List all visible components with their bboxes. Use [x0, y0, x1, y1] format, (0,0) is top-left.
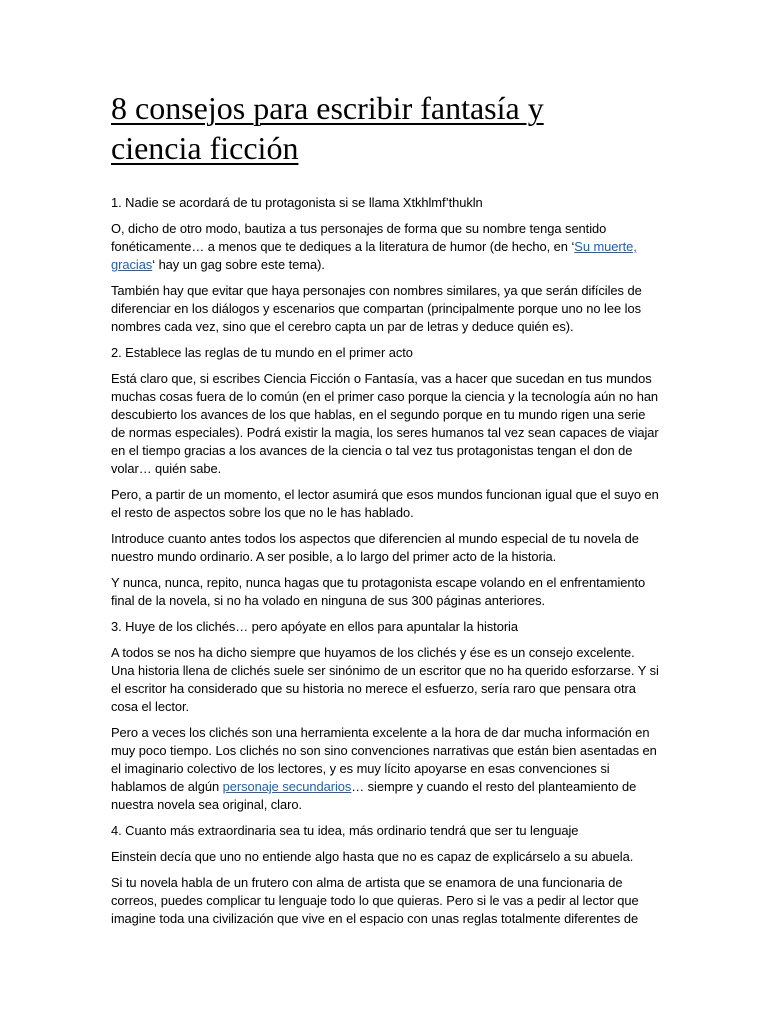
su-muerte-gracias-link[interactable]: Su muerte, gracias	[111, 239, 637, 272]
section-4-paragraph-2: Si tu novela habla de un frutero con alma de artista que se enamora de una funcionaria de correos, puedes complicar tu lenguaje todo lo que quieras. Pero si le vas a pedir al lector que imagine toda una civilización que vive en el espacio con unas reglas totalmente diferentes de	[111, 875, 639, 926]
section-1-heading: 1. Nadie se acordará de tu protagonista si se llama Xtkhlmf’thukln	[111, 195, 483, 210]
section-3-paragraph-1: A todos se nos ha dicho siempre que huyamos de los clichés y ése es un consejo excelente. Una historia llena de clichés suele ser sinónimo de un escritor que no ha querido esforzarse. Y si el escritor ha considerado que su historia no merece el esfuerzo, sería raro que pensara otra cosa el lector.	[111, 645, 659, 714]
section-3-p2-text-after: … siempre y cuando el resto del planteamiento de nuestra novela sea original, claro.	[111, 779, 637, 812]
section-1-p1-text-after: ‘ hay un gag sobre este tema).	[152, 257, 325, 272]
section-2-heading: 2. Establece las reglas de tu mundo en el primer acto	[111, 345, 413, 360]
document-body	[111, 194, 660, 928]
personaje-secundarios-link[interactable]: personaje secundarios	[222, 779, 352, 794]
title-line-2: ciencia ficción	[111, 130, 299, 166]
section-4-paragraph-1: Einstein decía que uno no entiende algo hasta que no es capaz de explicárselo a su abuela.	[111, 849, 634, 864]
section-2-paragraph-3: Introduce cuanto antes todos los aspectos que diferencien al mundo especial de tu novela de nuestro mundo ordinario. A ser posible, a lo largo del primer acto de la historia.	[111, 531, 639, 564]
section-3-paragraph-2	[111, 724, 660, 814]
document-title	[111, 88, 660, 168]
section-1-p1-text-before: O, dicho de otro modo, bautiza a tus personajes de forma que su nombre tenga sentido fonéticamente… a menos que te dediques a la literatura de humor (de hecho, en ‘	[111, 221, 607, 254]
title-line-1: 8 consejos para escribir fantasía y	[111, 90, 544, 126]
section-1-paragraph-2: También hay que evitar que haya personajes con nombres similares, ya que serán difíciles de diferenciar en los diálogos y escenarios que compartan (principalmente porque uno no lee los nombres cada vez, sino que el cerebro capta un par de letras y deduce quién es).	[111, 283, 642, 334]
section-2-paragraph-2: Pero, a partir de un momento, el lector asumirá que esos mundos funcionan igual que el suyo en el resto de aspectos sobre los que no le has hablado.	[111, 487, 659, 520]
section-3-heading: 3. Huye de los clichés… pero apóyate en ellos para apuntalar la historia	[111, 619, 518, 634]
section-4-heading: 4. Cuanto más extraordinaria sea tu idea, más ordinario tendrá que ser tu lenguaje	[111, 823, 579, 838]
section-2-paragraph-1: Está claro que, si escribes Ciencia Ficción o Fantasía, vas a hacer que sucedan en tus mundos muchas cosas fuera de lo común (en el primer caso porque la ciencia y la tecnología aún no han descubierto los avances de los que hablas, en el segundo porque en tu mundo rigen una serie de normas especiales). Podrá existir la magia, los seres humanos tal vez sean capaces de viajar en el tiempo gracias a los avances de la ciencia o tal vez tus protagonistas tengan el don de volar… quién sabe.	[111, 371, 659, 476]
section-1-paragraph-1	[111, 220, 660, 274]
section-2-paragraph-4: Y nunca, nunca, repito, nunca hagas que tu protagonista escape volando en el enfrentamiento final de la novela, si no ha volado en ninguna de sus 300 páginas anteriores.	[111, 575, 646, 608]
section-3-p2-text-before: Pero a veces los clichés son una herramienta excelente a la hora de dar mucha información en muy poco tiempo. Los clichés no son sino convenciones narrativas que están bien asentadas en el imaginario colectivo de los lectores, y es muy lícito apoyarse en esas convenciones si hablamos de algún	[111, 725, 657, 794]
